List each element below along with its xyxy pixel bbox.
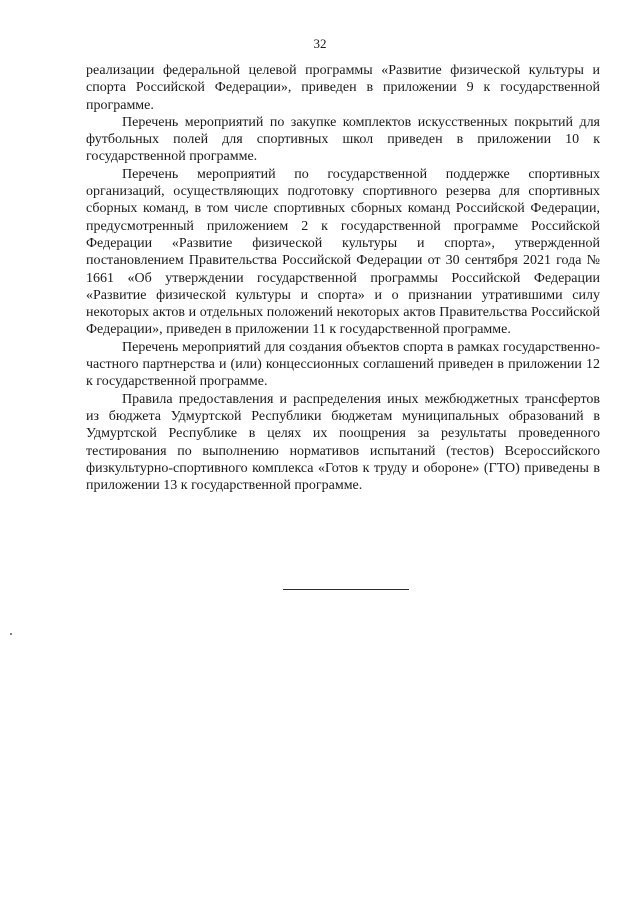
paragraph-5: Правила предоставления и распределения иных межбюджетных трансфертов из бюджета Удмуртской Республики бюджетам муниципальных образований в Удмуртской Республике в целях их поощрения за результаты проведенного тестирования по выполнению нормативов испытаний (тестов) Всероссийского физкультурно-спортивного комплекса «Готов к труду и обороне» (ГТО) приведены в приложении 13 к государственной программе.	[86, 391, 600, 494]
paragraph-1: реализации федеральной целевой программы «Развитие физической культуры и спорта Российской Федерации», приведен в приложении 9 к государственной программе.	[86, 63, 600, 113]
paragraph-2: Перечень мероприятий по закупке комплектов искусственных покрытий для футбольных полей для спортивных школ приведен в приложении 10 к государственной программе.	[86, 114, 600, 165]
paragraph-4: Перечень мероприятий для создания объектов спорта в рамках государственно-частного партнерства и (или) концессионных соглашений приведен в приложении 12 к государственной программе.	[86, 339, 600, 390]
page-number: 32	[313, 36, 327, 51]
paragraph-3: Перечень мероприятий по государственной поддержке спортивных организаций, осуществляющих подготовку спортивного резерва для спортивных сборных команд, в том числе спортивных сборных команд Российской Федерации, предусмотренный приложением 2 к государственной программе Российской Федерации «Развитие физической культуры и спорта», утвержденной постановлением Правительства Российской Федерации от 30 сентября 2021 года № 1661 «Об утверждении государственной программы Российской Федерации «Развитие физической культуры и спорта» и о признании утратившими силу некоторых актов и отдельных положений некоторых актов Правительства Российской Федерации», приведен в приложении 11 к государственной программе.	[86, 166, 600, 338]
scan-speck	[10, 633, 12, 635]
end-of-text-rule	[283, 589, 409, 590]
document-body	[86, 62, 600, 494]
